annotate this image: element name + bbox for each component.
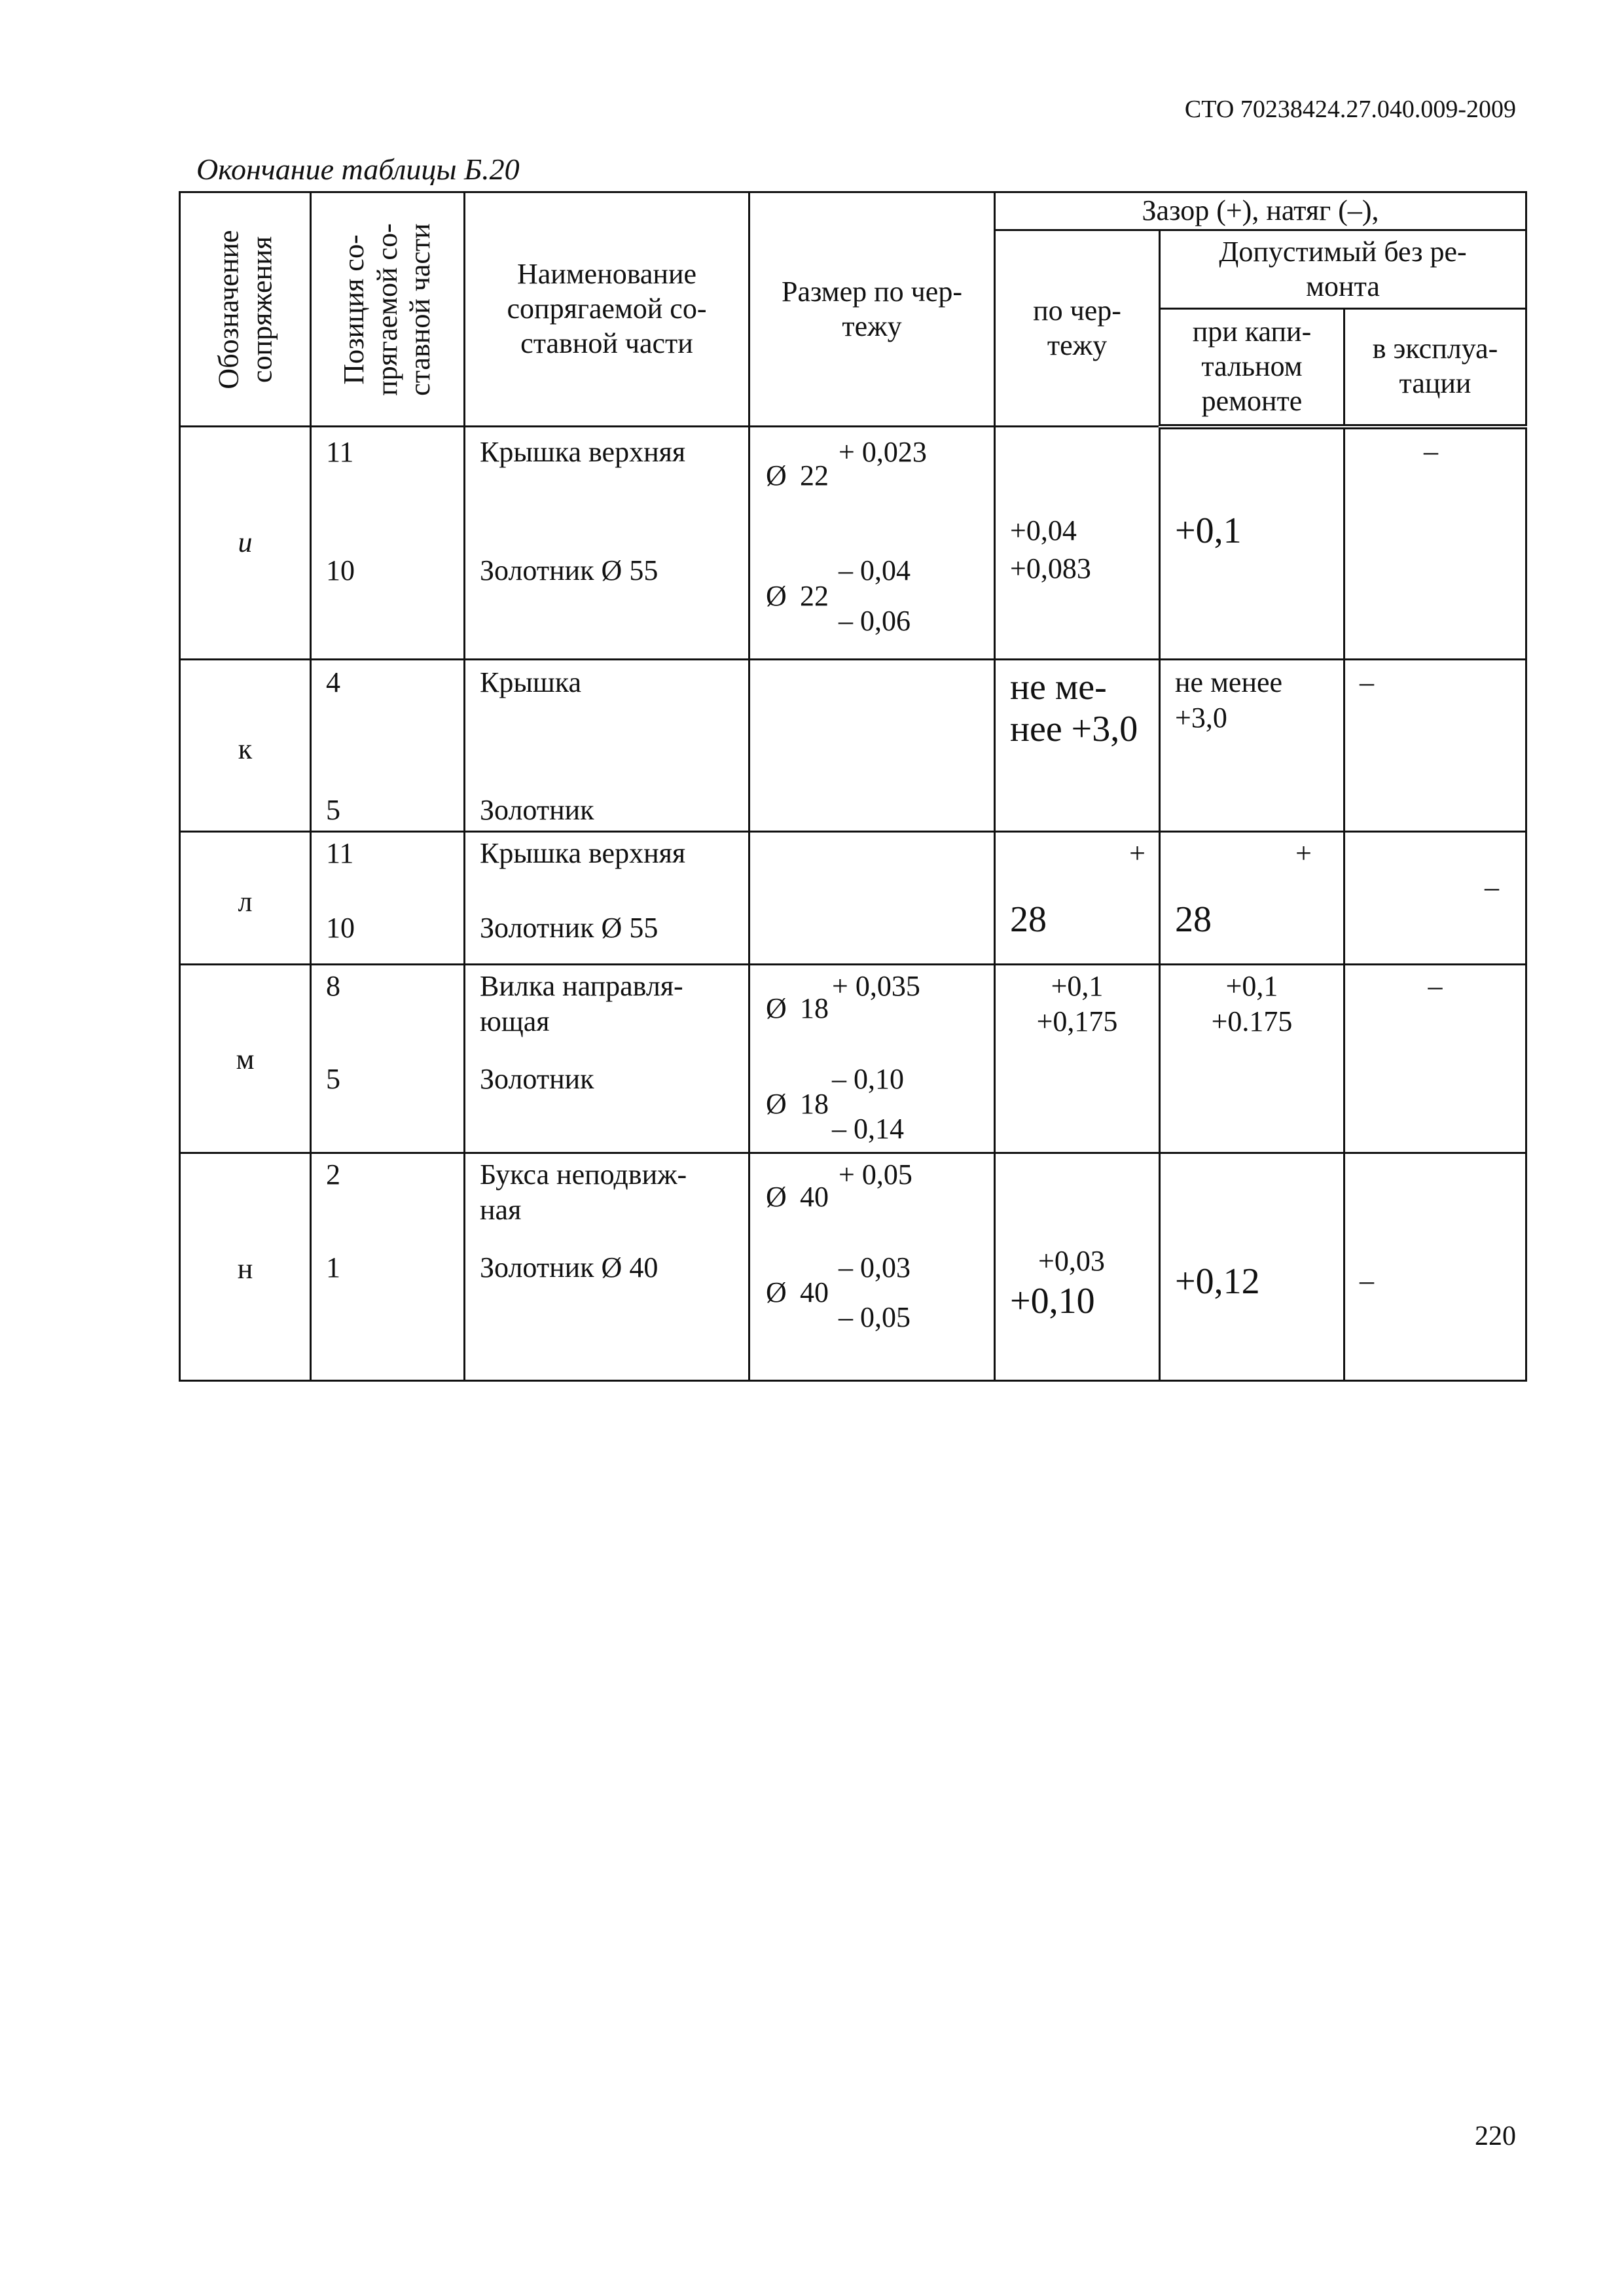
header-gap-group: Зазор (+), натяг (–), xyxy=(995,192,1526,230)
table-row xyxy=(180,965,1526,1153)
header-designation: Обозначение сопряжения xyxy=(180,192,311,427)
position-cell: 2 1 xyxy=(311,1153,465,1381)
by-drawing-cell: +0,04 +0,083 xyxy=(995,427,1160,660)
position-cell: 4 5 xyxy=(311,660,465,832)
fits-table xyxy=(179,191,1527,1382)
operation-cell: – xyxy=(1344,832,1526,965)
position-cell: 8 5 xyxy=(311,965,465,1153)
name-cell: Крышка верхняя Золотник Ø 55 xyxy=(465,427,749,660)
table-row xyxy=(180,832,1526,965)
size-cell xyxy=(749,832,995,965)
table-row xyxy=(180,1153,1526,1381)
operation-cell: – xyxy=(1344,1153,1526,1381)
position-cell: 11 10 xyxy=(311,427,465,660)
capital-cell: +0,12 xyxy=(1160,1153,1344,1381)
header-by-drawing: по чер- тежу xyxy=(995,230,1160,427)
by-drawing-cell: +0,1 +0,175 xyxy=(995,965,1160,1153)
header-position: Позиция со- прягаемой со- ставной части xyxy=(311,192,465,427)
size-cell xyxy=(749,660,995,832)
operation-cell: – xyxy=(1344,660,1526,832)
header-allowed-group: Допустимый без ре- монта xyxy=(1160,230,1526,309)
header-name: Наименование сопрягаемой со- ставной части xyxy=(465,192,749,427)
operation-cell: – xyxy=(1344,427,1526,660)
by-drawing-cell: +0,03 +0,10 xyxy=(995,1153,1160,1381)
designation-cell: л xyxy=(180,832,311,965)
header-size: Размер по чер- тежу xyxy=(749,192,995,427)
page-number: 220 xyxy=(1475,2121,1516,2151)
designation-cell: к xyxy=(180,660,311,832)
name-cell: Крышка верхняя Золотник Ø 55 xyxy=(465,832,749,965)
name-cell: Крышка Золотник xyxy=(465,660,749,832)
operation-cell: – xyxy=(1344,965,1526,1153)
by-drawing-cell: + 28 xyxy=(995,832,1160,965)
name-cell: Вилка направля- ющая Золотник xyxy=(465,965,749,1153)
capital-cell: +0,1 xyxy=(1160,427,1344,660)
position-cell: 11 10 xyxy=(311,832,465,965)
designation-cell: и xyxy=(180,427,311,660)
table-row xyxy=(180,660,1526,832)
name-cell: Букса неподвиж- ная Золотник Ø 40 xyxy=(465,1153,749,1381)
document-code: СТО 70238424.27.040.009-2009 xyxy=(1184,96,1516,123)
table-row xyxy=(180,427,1526,660)
capital-cell: +0,1 +0.175 xyxy=(1160,965,1344,1153)
by-drawing-cell: не ме- нее +3,0 xyxy=(995,660,1160,832)
header-capital-repair: при капи- тальном ремонте xyxy=(1160,309,1344,427)
table-caption: Окончание таблицы Б.20 xyxy=(196,152,520,186)
size-cell: Ø 22 + 0,023 Ø 22 – 0,04 – 0,06 xyxy=(749,427,995,660)
designation-cell: м xyxy=(180,965,311,1153)
size-cell: Ø 18 + 0,035 Ø 18 – 0,10 – 0,14 xyxy=(749,965,995,1153)
capital-cell: + 28 xyxy=(1160,832,1344,965)
designation-cell: н xyxy=(180,1153,311,1381)
size-cell: Ø 40 + 0,05 Ø 40 – 0,03 – 0,05 xyxy=(749,1153,995,1381)
capital-cell: не менее +3,0 xyxy=(1160,660,1344,832)
header-operation: в эксплуа- тации xyxy=(1344,309,1526,427)
